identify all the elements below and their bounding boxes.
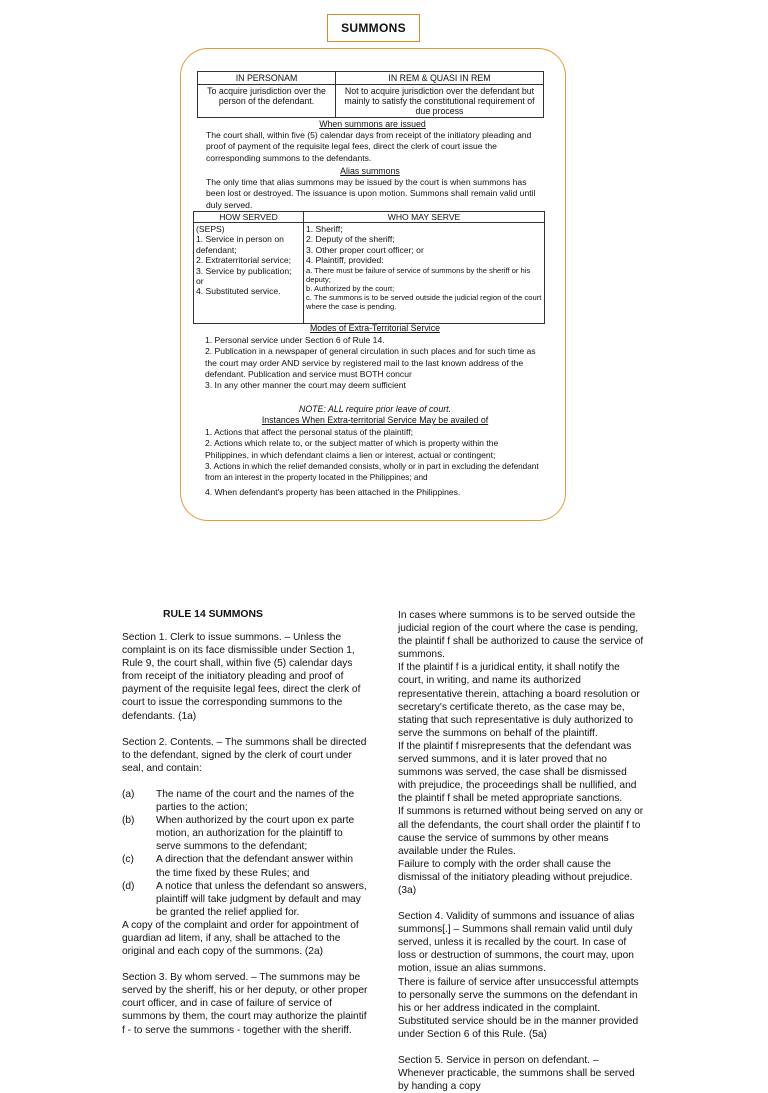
- list-item: (SEPS): [196, 224, 225, 234]
- item-text: When authorized by the court upon ex parte motion, an authorization for the plaintiff to serve summons to the defendant;: [156, 815, 355, 853]
- instances-list: [205, 427, 541, 499]
- item-label: (a): [122, 788, 135, 800]
- list-item: 3. Other proper court officer; or: [306, 244, 424, 255]
- jurisdiction-table: [197, 71, 544, 118]
- item-text: A notice that unless the defendant so answers, plaintiff will take judgment by default and may be granted the relief applied for.: [156, 880, 367, 918]
- list-item: 1. Sheriff;: [306, 224, 343, 234]
- attachment-note: A copy of the complaint and order for appointment of guardian ad litem, if any, shall be attached to the original and each copy of the summons. (2a): [122, 919, 359, 958]
- modes-list: [205, 335, 539, 391]
- paragraph: There is failure of service after unsuccessful attempts to personally serve the summons on the defendant in his or her address indicated in the complaint. Substituted service should be in the manner provided under Section 6 of this Rule. (5a): [398, 976, 639, 1040]
- list-item: 4. When defendant's property has been attached in the Philippines.: [205, 487, 461, 498]
- list-item: 1. Actions that affect the personal status of the plaintiff;: [205, 427, 413, 437]
- paragraph: If summons is returned without being served on any or all the defendants, the court shall order the plaintif f to cause the service of summons by other means available under the Rules.: [398, 806, 644, 857]
- list-item: 1. Service in person on defendant;: [196, 234, 284, 255]
- header-how-served: HOW SERVED: [194, 212, 304, 223]
- item-a: [122, 788, 370, 814]
- when-issued-text: The court shall, within five (5) calendar days from receipt of the initiatory pleading and proof of payment of the requisite legal fees, direct the clerk of court issue the corresponding summons to the defendants.: [206, 130, 532, 163]
- list-item: a. There must be failure of service of summons by the sheriff or his deputy;: [306, 265, 531, 284]
- list-item: b. Authorized by the court;: [306, 284, 395, 294]
- alias-heading: Alias summons: [340, 166, 400, 176]
- list-item: 4. Substituted service.: [196, 286, 281, 297]
- item-b: [122, 814, 370, 853]
- document-title: SUMMONS: [327, 14, 420, 42]
- header-in-personam: IN PERSONAM: [198, 72, 336, 85]
- item-label: (c): [122, 854, 134, 866]
- list-item: 2. Extraterritorial service;: [196, 255, 292, 266]
- list-item: 2. Deputy of the sheriff;: [306, 234, 395, 245]
- who-may-serve-cell: [304, 223, 545, 324]
- cell-in-rem: Not to acquire jurisdiction over the defendant but mainly to satisfy the constitutional requirement of due process: [336, 85, 544, 118]
- service-table: [193, 211, 545, 324]
- instances-heading: Instances When Extra-territorial Service May be availed of: [261, 415, 489, 425]
- section-4: Section 4. Validity of summons and issuance of alias summons[.] – Summons shall remain valid until duly served, unless it is recalled by the court. In case of loss or destruction of summons, the court may, upon motion, issue an alias summons.: [398, 911, 635, 975]
- when-issued-heading: When summons are issued: [319, 119, 426, 129]
- item-c: [122, 853, 370, 879]
- list-item: 2. Actions which relate to, or the subject matter of which is property within the Philippines, in which defendant claims a lien or interest, actual or contingent;: [205, 438, 499, 460]
- modes-note: NOTE: ALL require prior leave of court.: [298, 404, 452, 414]
- cell-in-personam: To acquire jurisdiction over the person of the defendant.: [198, 85, 336, 118]
- header-in-rem: IN REM & QUASI IN REM: [336, 72, 544, 85]
- paragraph: If the plaintif f is a juridical entity, it shall notify the court, in writing, and name its authorized representative therein, attaching a board resolution or secretary's certificate thereto, as the case may be, stating that such representative is duly authorized to serve the summons on behalf of the plaintiff.: [398, 662, 640, 739]
- modes-heading: Modes of Extra-Territorial Service: [309, 323, 441, 333]
- rule-title: RULE 14 SUMMONS: [163, 609, 263, 620]
- item-text: A direction that the defendant answer within the time fixed by these Rules; and: [156, 854, 354, 879]
- list-item: 2. Publication in a newspaper of general circulation in such places and for such time as the court may order AND service by registered mail to the last known address of the defendant. Publication and service must BOTH concur: [205, 346, 536, 379]
- item-label: (d): [122, 880, 135, 892]
- section-5: Section 5. Service in person on defendant. – Whenever practicable, the summons shall be served by handing a copy: [398, 1055, 635, 1093]
- list-item: 1. Personal service under Section 6 of Rule 14.: [205, 335, 385, 345]
- list-item: 3. Actions in which the relief demanded consists, wholly or in part in excluding the defendant from an interest in the property located in the Philippines; and: [205, 461, 539, 483]
- list-item: 4. Plaintiff, provided:: [306, 255, 384, 266]
- section-3: Section 3. By whom served. – The summons may be served by the sheriff, his or her deputy, or other proper court officer, and in case of failure of service of summons by them, the court may authorize the plaintif f - to serve the summons - together with the sheriff.: [122, 972, 368, 1036]
- alias-text: The only time that alias summons may be issued by the court is when summons has been lost or destroyed. The issuance is upon motion. Summons shall remain valid until duly served.: [206, 177, 536, 210]
- list-item: c. The summons is to be served outside the judicial region of the court where the case is pending.: [306, 293, 542, 312]
- header-who-may-serve: WHO MAY SERVE: [304, 212, 545, 223]
- right-column: [398, 609, 646, 1093]
- item-d: [122, 880, 370, 919]
- item-text: The name of the court and the names of the parties to the action;: [156, 788, 355, 814]
- list-item: 3. Service by publication; or: [196, 265, 292, 287]
- paragraph: If the plaintif f misrepresents that the defendant was served summons, and it is later proved that no summons was served, the case shall be dismissed with prejudice, the proceedings shall be nullified, and the plaintif f shall be meted appropriate sanctions.: [398, 740, 637, 805]
- how-served-cell: [194, 223, 304, 324]
- section-2: Section 2. Contents. – The summons shall be directed to the defendant, signed by the clerk of court under seal, and contain:: [122, 736, 367, 774]
- paragraph: Failure to comply with the order shall cause the dismissal of the initiatory pleading without prejudice. (3a): [398, 858, 633, 896]
- left-column: [122, 631, 370, 1037]
- paragraph: In cases where summons is to be served outside the judicial region of the court where the case is pending, the plaintif f shall be authorized to cause the service of summons.: [398, 610, 644, 661]
- section-1: Section 1. Clerk to issue summons. – Unless the complaint is on its face dismissible under Section 1, Rule 9, the court shall, within five (5) calendar days from receipt of the initiatory pleading and proof of payment of the requisite legal fees, direct the clerk of court to issue the corresponding summons to the defendants. (1a): [122, 632, 361, 722]
- item-label: (b): [122, 815, 135, 827]
- list-item: 3. In any other manner the court may deem sufficient: [205, 380, 406, 391]
